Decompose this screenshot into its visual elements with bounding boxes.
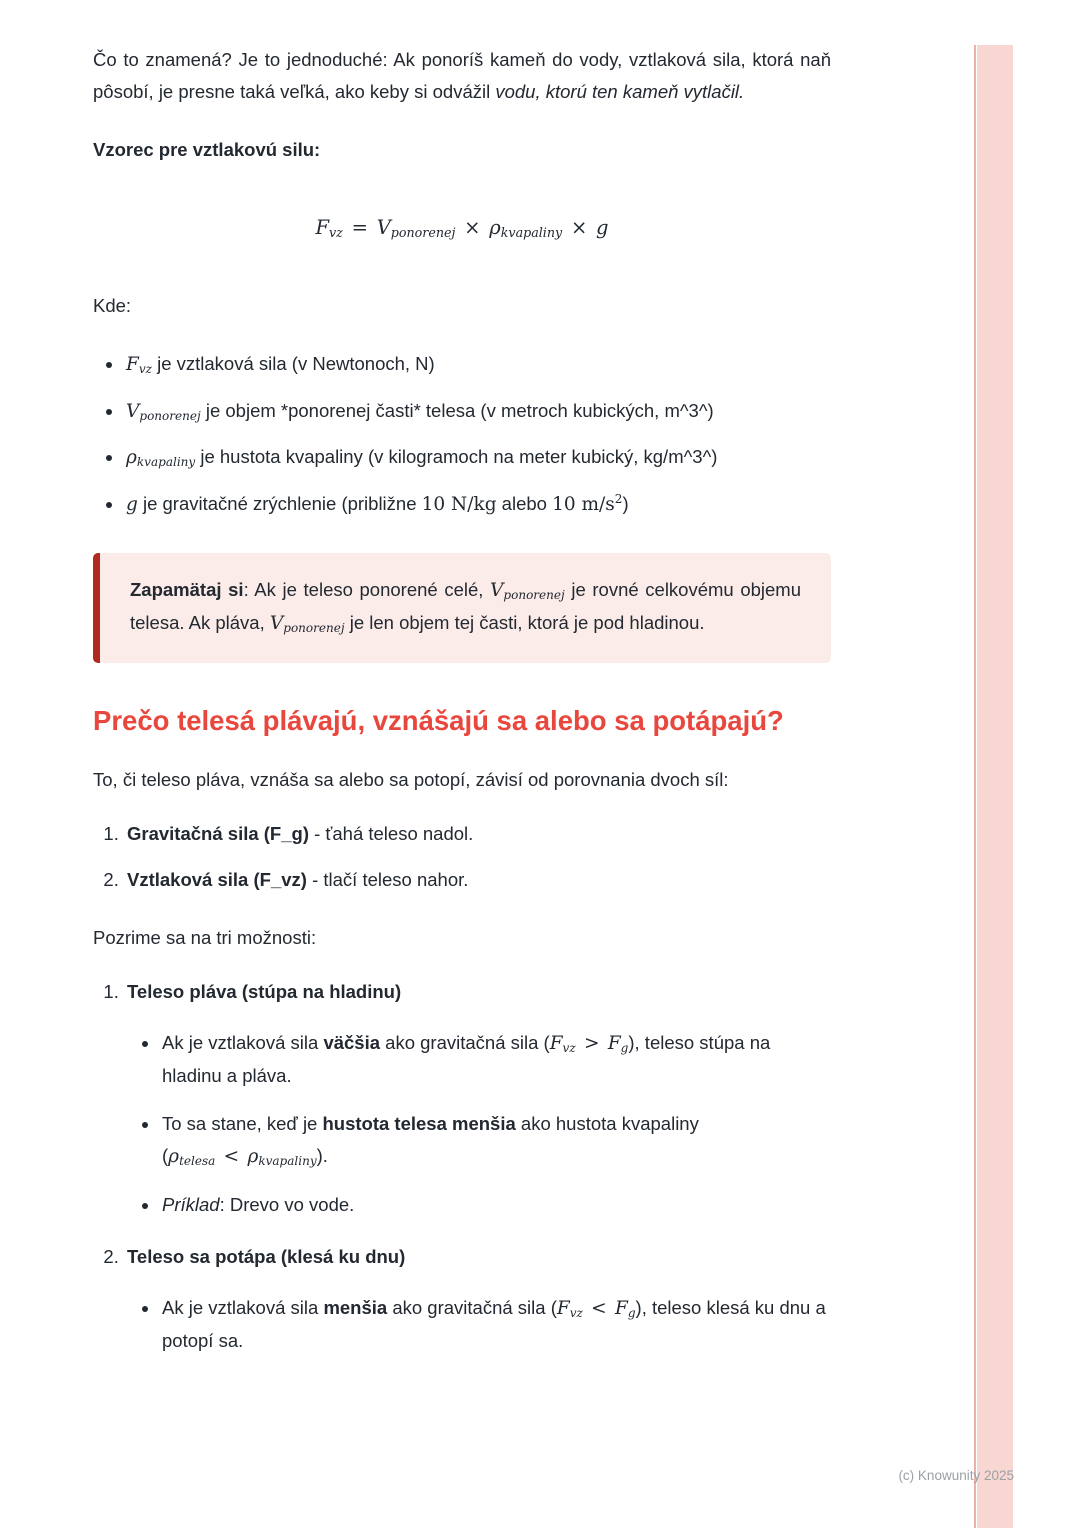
math-rho-lt-rho: [168, 1146, 316, 1167]
list-item: [160, 1027, 831, 1092]
kde-label: Kde:: [93, 294, 132, 316]
case-bold: menšia: [323, 1297, 388, 1319]
list-item: [160, 1108, 831, 1173]
options-intro-paragraph: Pozrime sa na tri možnosti:: [93, 926, 317, 948]
math-F: F: [607, 1033, 621, 1055]
math-sub-kvapaliny: kvapaliny: [500, 225, 563, 241]
callout-paragraph: [130, 574, 801, 640]
callout-text: je len objem tej časti, ktorá je pod hladinou.: [344, 611, 705, 633]
math-F: F: [549, 1033, 563, 1055]
list-item: [124, 864, 831, 896]
math-sub-vz: vz: [562, 1041, 576, 1056]
math-rho-kvapaliny: [126, 447, 195, 468]
math-V-ponorenej: [490, 580, 565, 601]
math-V: V: [269, 612, 284, 634]
case-bold: hustota telesa menšia: [322, 1113, 516, 1135]
intro-text-italic: vodu, ktorú ten kameň vytlačil.: [495, 80, 745, 102]
math-V: V: [376, 216, 391, 240]
math-sub-g: g: [627, 1306, 636, 1321]
list-item: [124, 395, 831, 428]
case-text: ).: [316, 1144, 328, 1166]
case-item: [124, 1241, 831, 1357]
page-edge-line: [974, 45, 976, 1528]
math-Fvz-gt-Fg: [550, 1033, 629, 1054]
math-times: ×: [464, 216, 481, 240]
case-text: Ak je vztlaková sila: [162, 1032, 324, 1054]
list-item: [124, 488, 831, 521]
case-text: : Drevo vo vode.: [219, 1193, 355, 1215]
term-text: je vztlaková sila (v Newtonoch, N): [151, 352, 435, 374]
case-text: ako gravitačná sila (: [387, 1297, 557, 1319]
document-content: [93, 44, 831, 1377]
math-10ms: 10 m/s: [552, 494, 615, 516]
copyright-footer: (c) Knowunity 2025: [898, 1468, 1014, 1483]
buoyancy-formula: [93, 211, 831, 246]
math-less-than: <: [591, 1298, 607, 1320]
case-text: ), teleso stúpa na hladinu a pláva.: [162, 1032, 771, 1087]
remember-callout: [93, 553, 831, 663]
math-sub-kvapaliny: kvapaliny: [136, 455, 196, 470]
math-sub-ponorenej: ponorenej: [503, 588, 565, 603]
list-item: [124, 818, 831, 850]
forces-list: [93, 818, 831, 896]
math-V-ponorenej: [126, 401, 201, 422]
callout-text: : Ak je teleso ponorené celé,: [243, 579, 491, 601]
math-sub-vz: vz: [569, 1306, 583, 1321]
force-text: - tlačí teleso nahor.: [306, 869, 469, 891]
term-text: je hustota kvapaliny (v kilogramoch na meter kubický, kg/m^3^): [195, 446, 718, 468]
math-less-than: <: [223, 1145, 240, 1167]
math-g: [126, 494, 138, 515]
case-title: Teleso sa potápa (klesá ku dnu): [127, 1245, 406, 1267]
section-intro-paragraph: To, či teleso pláva, vznáša sa alebo sa potopí, závisí od porovnania dvoch síl:: [93, 769, 729, 791]
list-item: [124, 441, 831, 474]
math-g: g: [126, 494, 138, 516]
cases-list: [93, 976, 831, 1357]
case-title: Teleso pláva (stúpa na hladinu): [127, 980, 402, 1002]
example-label-italic: Príklad: [162, 1193, 220, 1215]
math-sub-vz: vz: [138, 361, 152, 376]
case-text: ), teleso klesá ku dnu a potopí sa.: [162, 1297, 826, 1352]
case-item: [124, 976, 831, 1221]
case-text: ako gravitačná sila (: [380, 1032, 550, 1054]
math-sub-vz: vz: [329, 225, 343, 241]
case-text: To sa stane, keď je: [162, 1113, 323, 1135]
math-sup-2: 2: [614, 492, 623, 507]
math-F: F: [556, 1298, 570, 1320]
case-sublist: [127, 1292, 831, 1357]
math-F: F: [126, 353, 139, 375]
math-sub-telesa: telesa: [179, 1153, 216, 1168]
math-Fvz-lt-Fg: [557, 1298, 636, 1319]
math-F: F: [614, 1298, 628, 1320]
math-equals: =: [351, 216, 368, 240]
list-item: [160, 1292, 831, 1357]
math-g: g: [596, 216, 609, 240]
force-name-bold: Vztlaková sila (F_vz): [127, 869, 307, 891]
list-item: [160, 1189, 831, 1221]
formula-terms-list: [93, 348, 831, 521]
math-rho: ρ: [168, 1145, 180, 1167]
math-sub-g: g: [620, 1041, 629, 1056]
case-text: Ak je vztlaková sila: [162, 1297, 324, 1319]
math-F: F: [315, 216, 329, 240]
math-V-ponorenej: [270, 613, 345, 634]
case-sublist: [127, 1027, 831, 1220]
case-text: ako hustota kvapaliny (: [162, 1113, 699, 1166]
math-rho: ρ: [126, 447, 137, 469]
formula-expression: [315, 216, 608, 239]
math-V: V: [126, 400, 140, 422]
math-10ms2: [552, 494, 622, 515]
force-text: - ťahá teleso nadol.: [308, 823, 474, 845]
math-rho: ρ: [247, 1145, 259, 1167]
math-sub-ponorenej: ponorenej: [283, 620, 345, 635]
force-name-bold: Gravitačná sila (F_g): [127, 823, 309, 845]
math-greater-than: >: [583, 1033, 600, 1055]
page-edge-decoration: [977, 45, 1013, 1528]
math-10Nkg: 10 N/kg: [421, 494, 497, 516]
math-sub-ponorenej: ponorenej: [390, 225, 456, 241]
math-sub-ponorenej: ponorenej: [139, 408, 201, 423]
intro-text: Čo to znamená? Je to jednoduché: Ak ponoríš kameň do vody, vztlaková sila, ktorá naň pôsobí, je presne taká veľká, ako keby si odvážil: [93, 49, 831, 102]
callout-text: je rovné celkovému objemu telesa. Ak pláva,: [130, 579, 801, 633]
case-bold: väčšia: [323, 1032, 381, 1054]
math-F-vz: [126, 354, 152, 375]
math-V: V: [490, 580, 504, 602]
formula-heading: Vzorec pre vztlakovú silu:: [93, 138, 321, 160]
math-rho: ρ: [489, 216, 501, 240]
math-times: ×: [570, 216, 588, 240]
term-text: ): [622, 493, 629, 515]
callout-lead-bold: Zapamätaj si: [130, 579, 244, 601]
section-heading: Prečo telesá plávajú, vznášajú sa alebo sa potápajú?: [93, 704, 784, 736]
math-sub-kvapaliny: kvapaliny: [258, 1153, 317, 1168]
term-text: alebo: [496, 493, 553, 515]
intro-paragraph: [93, 44, 831, 108]
term-text: je objem *ponorenej časti* telesa (v metroch kubických, m^3^): [200, 399, 714, 421]
term-text: je gravitačné zrýchlenie (približne: [137, 493, 422, 515]
list-item: [124, 348, 831, 381]
